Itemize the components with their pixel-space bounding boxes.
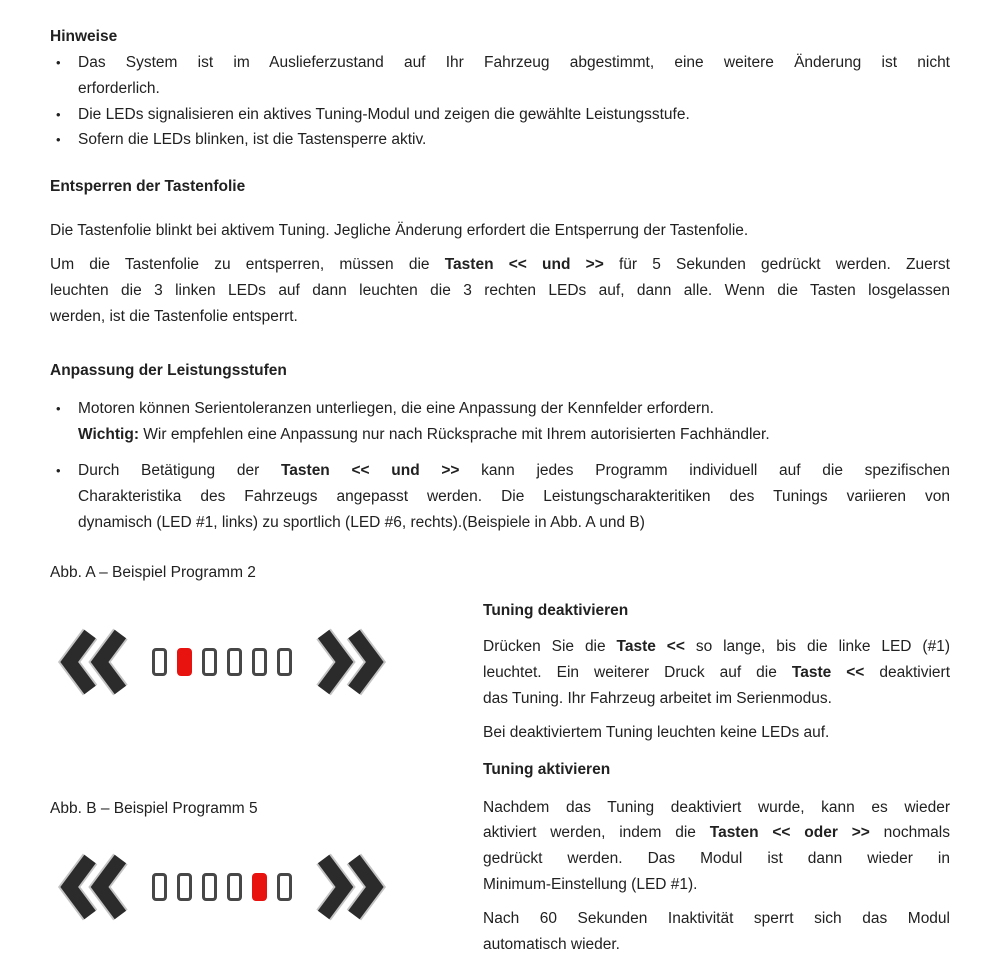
text-segment: Nachdem das Tuning deaktiviert wurde, kann es wieder [483,798,950,816]
led-4-off [227,873,242,901]
bullet-icon: • [56,463,61,479]
bullet-text [78,127,950,153]
bullet-icon: • [56,132,61,148]
text-segment: gedrückt werden. Das Modul ist dann wieder in [483,850,950,868]
bullet-item [50,458,950,535]
text-line [483,906,950,932]
bullet-item [50,50,950,102]
text-segment: Tasten << und >> [280,462,460,480]
figures-and-instructions [50,548,950,975]
double-chevron-left-icon [55,853,128,921]
deaktivieren-paragraphs [483,634,950,745]
section-heading-entsperren: Entsperren der Tastenfolie [50,178,246,196]
section-heading-hinweise: Hinweise [50,28,118,45]
led-6-off [277,648,292,676]
text-line [78,422,950,448]
paragraph [483,720,950,746]
led-2-on [177,648,192,676]
text-line [50,218,950,244]
text-line [78,458,950,484]
led-3-off [202,873,217,901]
bullet-text [78,396,950,448]
text-segment: Taste << [616,638,685,656]
double-chevron-left-icon [55,628,128,696]
text-segment: Wir empfehlen eine Anpassung nur nach Rücksprache mit Ihrem autorisierten Fachhändler. [139,426,770,444]
paragraph [483,906,950,958]
led-indicator-row [152,873,292,901]
heading-tuning-deaktivieren: Tuning deaktivieren [483,602,629,620]
text-line [483,846,950,872]
text-line [483,820,950,846]
document-content [50,0,950,975]
bullet-text [78,102,950,128]
text-segment: Die Tastenfolie blinkt bei aktivem Tuning. Jegliche Änderung erfordert die Entsperrung der Tastenfolie. [50,222,749,240]
text-line [483,660,950,686]
text-segment: Das System ist im Auslieferzustand auf Ihr Fahrzeug abgestimmt, eine weitere Änderung ist nicht [78,54,950,71]
double-chevron-right-icon [316,853,389,921]
text-line [78,50,950,76]
led-5-off [252,648,267,676]
bullet-item [50,127,950,153]
paragraph [483,795,950,898]
text-line [483,720,950,746]
bullet-icon: • [56,401,61,417]
bullet-item [50,396,950,448]
text-line [78,76,950,102]
text-line [50,304,950,330]
text-segment: automatisch wieder. [483,935,620,953]
led-1-off [152,648,167,676]
right-column [483,548,950,957]
text-segment: Tasten << und >> [444,255,604,273]
double-chevron-right-icon [316,628,389,696]
text-line [483,932,950,958]
text-segment: Um die Tastenfolie zu entsperren, müssen die [50,255,445,273]
bullet-item [50,102,950,128]
text-segment: Charakteristika des Fahrzeugs angepasst werden. Die Leistungscharakteritiken des Tunings variieren von [78,488,950,506]
text-segment: Wichtig: [78,426,139,444]
text-segment: Die LEDs signalisieren ein aktives Tuning-Modul und zeigen die gewählte Leistungsstufe. [78,105,690,123]
text-line [78,396,950,422]
paragraph [50,218,950,244]
text-line [78,102,950,128]
bullet-icon: • [56,55,61,70]
text-segment: Tasten << oder >> [709,824,870,842]
text-segment: erforderlich. [78,79,160,97]
text-segment: kann jedes Programm individuell auf die spezifischen [459,462,950,480]
text-line [78,127,950,153]
text-segment: Sofern die LEDs blinken, ist die Tastensperre aktiv. [78,131,427,149]
hinweise-bullet-list [50,50,950,153]
text-segment: leuchten die 3 linken LEDs auf dann leuchten die 3 rechten LEDs auf, dann alle. Wenn die Tasten losgelassen [50,281,950,299]
text-segment: Minimum-Einstellung (LED #1). [483,876,698,894]
text-segment: Motoren können Serientoleranzen unterliegen, die eine Anpassung der Kennfelder erfordern. [78,400,714,418]
led-indicator-row [152,648,292,676]
bullet-text [78,458,950,535]
text-segment: dynamisch (LED #1, links) zu sportlich (LED #6, rechts).(Beispiele in Abb. A und B) [78,514,645,532]
text-segment: Nach 60 Sekunden Inaktivität sperrt sich das Modul [483,909,950,927]
led-2-off [177,873,192,901]
led-1-off [152,873,167,901]
text-segment: so lange, bis die linke LED (#1) [684,638,950,656]
text-line [483,872,950,898]
figure-b [55,853,389,921]
text-segment: Drücken Sie die [483,638,617,656]
led-4-off [227,648,242,676]
aktivieren-paragraphs [483,795,950,958]
text-line [483,686,950,712]
text-segment: leuchtet. Ein weiterer Druck auf die [483,664,792,682]
led-3-off [202,648,217,676]
text-segment: das Tuning. Ihr Fahrzeug arbeitet im Serienmodus. [483,690,832,708]
bullet-text [78,50,950,102]
text-segment: deaktiviert [864,664,950,682]
text-line [78,484,950,510]
entsperren-paragraphs [50,218,950,329]
heading-tuning-aktivieren: Tuning aktivieren [483,760,611,778]
anpassung-bullet-list [50,396,950,535]
led-5-on [252,873,267,901]
figure-a [55,628,389,696]
text-segment: Durch Betätigung der [78,462,281,480]
led-6-off [277,873,292,901]
text-line [78,510,950,536]
text-line [50,278,950,304]
text-segment: aktiviert werden, indem die [483,824,710,842]
text-segment: Bei deaktiviertem Tuning leuchten keine LEDs auf. [483,723,830,741]
text-segment: werden, ist die Tastenfolie entsperrt. [50,307,298,325]
text-line [50,252,950,278]
paragraph [50,252,950,329]
text-segment: Taste << [791,664,865,682]
text-line [483,634,950,660]
text-line [483,795,950,821]
text-segment: nochmals [869,824,950,842]
figure-a-caption: Abb. A – Beispiel Programm 2 [50,564,256,582]
section-heading-anpassung: Anpassung der Leistungsstufen [50,362,287,380]
figure-b-caption: Abb. B – Beispiel Programm 5 [50,800,258,818]
paragraph [483,634,950,711]
text-segment: für 5 Sekunden gedrückt werden. Zuerst [603,255,950,273]
bullet-icon: • [56,106,61,122]
